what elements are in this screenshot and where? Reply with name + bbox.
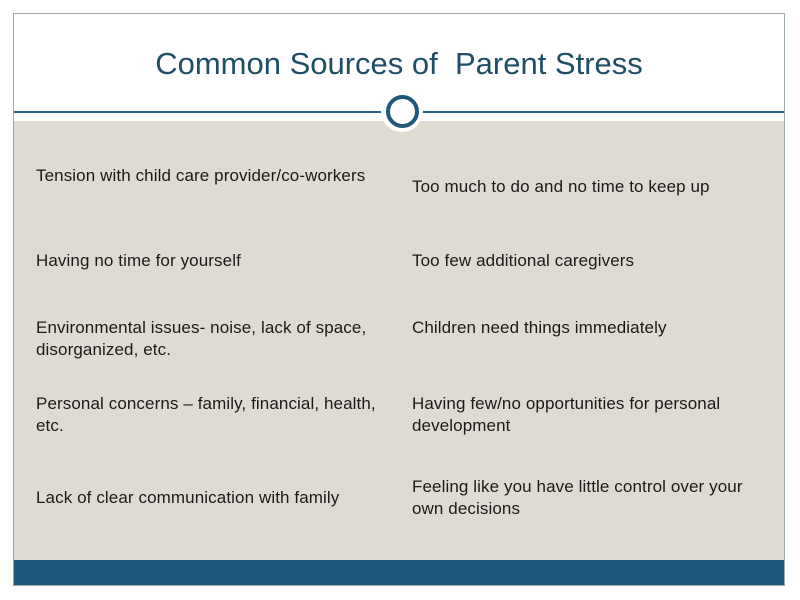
content-area (14, 121, 784, 560)
ring-ornament-icon (381, 90, 423, 132)
left-item-3: Environmental issues- noise, lack of space, disorganized, etc. (36, 318, 367, 359)
ring-ornament-inner (386, 95, 419, 128)
right-item-3: Children need things immediately (412, 318, 667, 337)
right-item-2: Too few additional caregivers (412, 251, 635, 270)
left-item-1: Tension with child care provider/co-workers (36, 166, 366, 185)
left-item-2: Having no time for yourself (36, 251, 241, 270)
left-item-4: Personal concerns – family, financial, health, etc. (36, 394, 376, 435)
slide-title: Common Sources of Parent Stress (155, 46, 643, 81)
slide (13, 13, 785, 586)
right-item-5: Feeling like you have little control over your own decisions (412, 477, 743, 518)
bottom-accent-bar (14, 560, 784, 586)
left-item-5: Lack of clear communication with family (36, 488, 340, 507)
right-item-1: Too much to do and no time to keep up (412, 177, 710, 196)
right-item-4: Having few/no opportunities for personal development (412, 394, 721, 435)
